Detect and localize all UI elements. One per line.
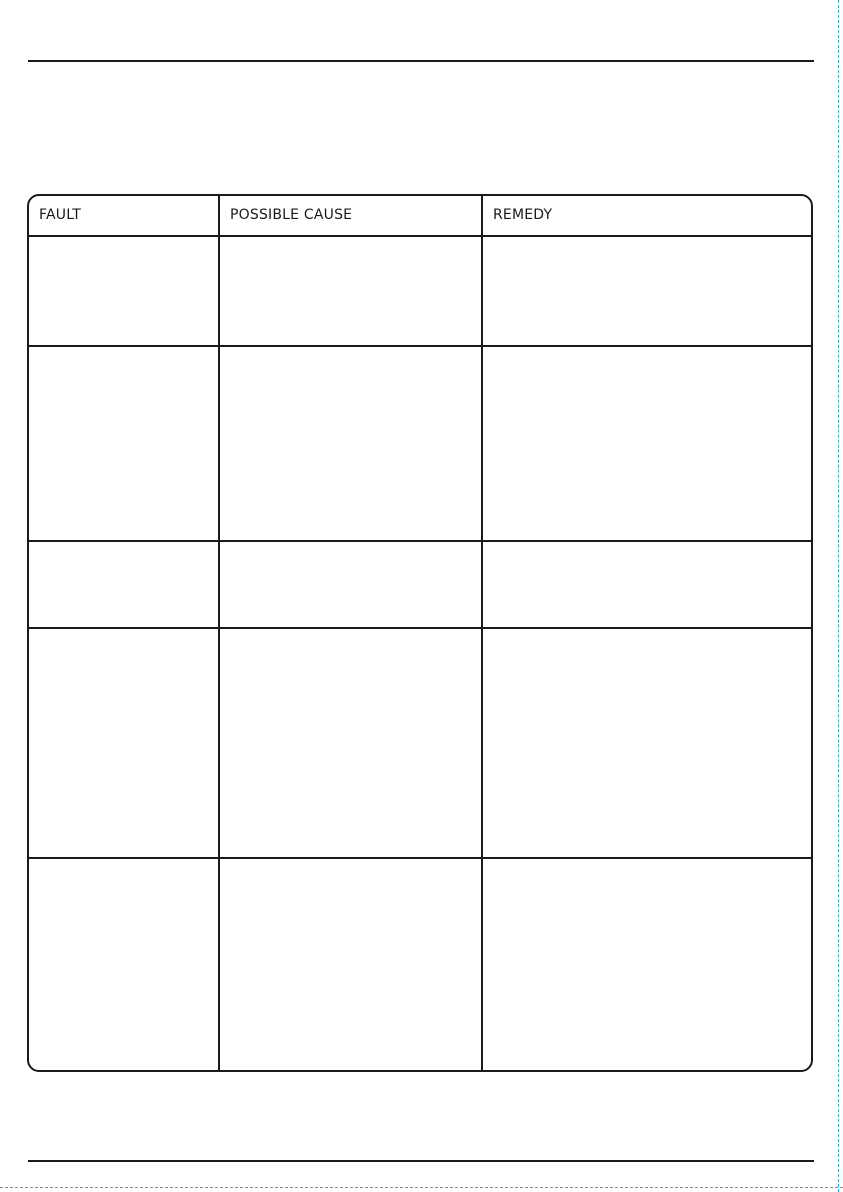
row-1-fault-cell	[29, 237, 220, 347]
row-2-remedy-cell	[483, 347, 811, 542]
header-possible-cause: POSSIBLE CAUSE	[220, 196, 483, 237]
row-5-fault-cell	[29, 859, 220, 1070]
row-3-remedy-cell	[483, 542, 811, 629]
bottom-rule	[28, 1160, 814, 1162]
header-remedy: REMEDY	[483, 196, 811, 237]
top-rule	[28, 60, 814, 62]
trim-mark-bottom	[0, 1187, 843, 1188]
row-1-remedy-cell	[483, 237, 811, 347]
row-1-cause-cell	[220, 237, 483, 347]
row-4-fault-cell	[29, 629, 220, 859]
troubleshooting-table	[27, 194, 813, 1072]
row-3-cause-cell	[220, 542, 483, 629]
row-3-fault-cell	[29, 542, 220, 629]
row-4-cause-cell	[220, 629, 483, 859]
row-2-fault-cell	[29, 347, 220, 542]
header-fault: FAULT	[29, 196, 220, 237]
trim-mark-right	[838, 0, 839, 1192]
row-5-cause-cell	[220, 859, 483, 1070]
row-2-cause-cell	[220, 347, 483, 542]
row-5-remedy-cell	[483, 859, 811, 1070]
row-4-remedy-cell	[483, 629, 811, 859]
